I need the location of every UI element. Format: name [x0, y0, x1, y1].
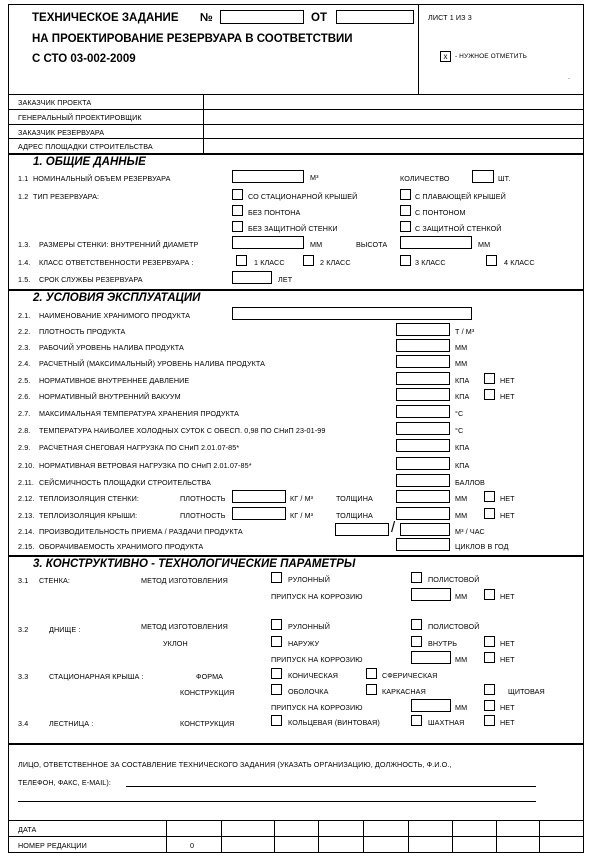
footer-divider — [8, 743, 584, 745]
bottom-label: ДНИЩЕ : — [49, 625, 81, 634]
wall-insulation-density-unit: КГ / М³ — [290, 494, 314, 503]
class-2-label: 2 КЛАСС — [320, 258, 351, 267]
diameter-field[interactable] — [232, 236, 304, 249]
section3-divider — [8, 555, 584, 557]
work-level-unit: ММ — [455, 343, 468, 352]
row-number: 1.1 — [18, 174, 29, 183]
slope-none-checkbox[interactable] — [484, 636, 495, 647]
wall-insulation-density-label: ПЛОТНОСТЬ — [180, 494, 226, 503]
tank-type-label: ТИП РЕЗЕРВУАРА: — [33, 192, 100, 201]
stairs-none-label: НЕТ — [500, 718, 515, 727]
responsible-contacts-label: ТЕЛЕФОН, ФАКС, E-MAIL): — [18, 778, 111, 787]
roof-insulation-none-checkbox[interactable] — [484, 508, 495, 519]
doc-title-line2: НА ПРОЕКТИРОВАНИЕ РЕЗЕРВУАРА В СООТВЕТСТВИИ — [32, 33, 353, 45]
row-number: 2.7. — [18, 409, 31, 418]
roof-corrosion-field[interactable] — [411, 699, 451, 712]
wall-insulation-thickness-unit: ММ — [455, 494, 468, 503]
seismic-field[interactable] — [396, 474, 450, 487]
section2-title: 2. УСЛОВИЯ ЭКСПЛУАТАЦИИ — [33, 292, 201, 304]
date-label: ДАТА — [18, 825, 37, 834]
roof-shell-label: ОБОЛОЧКА — [288, 687, 329, 696]
type-pontoon-label: С ПОНТОНОМ — [415, 208, 466, 217]
bottom-corrosion-unit: ММ — [455, 655, 468, 664]
wall-corrosion-none-checkbox[interactable] — [484, 589, 495, 600]
roof-frame-label: КАРКАСНАЯ — [382, 687, 426, 696]
vacuum-none-checkbox[interactable] — [484, 389, 495, 400]
turnover-field[interactable] — [396, 538, 450, 551]
pressure-field[interactable] — [396, 372, 450, 385]
type-floating-roof-checkbox[interactable] — [400, 189, 411, 200]
doc-title-line3: С СТО 03-002-2009 — [32, 53, 136, 65]
class-3-label: 3 КЛАСС — [415, 258, 446, 267]
mark-example-checkbox — [440, 51, 451, 62]
type-fixed-roof-checkbox[interactable] — [232, 189, 243, 200]
wall-corrosion-unit: ММ — [455, 592, 468, 601]
snow-load-field[interactable] — [396, 439, 450, 452]
row-number: 2.4. — [18, 359, 31, 368]
pressure-label: НОРМАТИВНОЕ ВНУТРЕННЕЕ ДАВЛЕНИЕ — [39, 376, 190, 385]
type-pontoon-checkbox[interactable] — [400, 205, 411, 216]
party-tank-customer-label: ЗАКАЗЧИК РЕЗЕРВУАРА — [18, 128, 105, 137]
pressure-none-label: НЕТ — [500, 376, 515, 385]
doc-title-line1: ТЕХНИЧЕСКОЕ ЗАДАНИЕ — [32, 12, 179, 24]
row-number: 2.1. — [18, 311, 31, 320]
density-field[interactable] — [396, 323, 450, 336]
density-unit: Т / М³ — [455, 327, 475, 336]
seismic-label: СЕЙСМИЧНОСТЬ ПЛОЩАДКИ СТРОИТЕЛЬСТВА — [39, 478, 211, 487]
slope-out-checkbox[interactable] — [271, 636, 282, 647]
slope-in-label: ВНУТРЬ — [428, 639, 458, 648]
mark-x: x — [443, 52, 448, 61]
footer-table-top — [8, 820, 584, 821]
row-number: 3.1 — [18, 576, 29, 585]
throughput-label: ПРОИЗВОДИТЕЛЬНОСТЬ ПРИЕМА / РАЗДАЧИ ПРОДУКТА — [39, 527, 243, 536]
mark-note: - НУЖНОЕ ОТМЕТИТЬ — [455, 53, 528, 60]
diameter-unit: ММ — [310, 240, 323, 249]
footer-col — [363, 820, 364, 853]
row-number: 2.11. — [18, 478, 34, 487]
roof-insulation-label: ТЕПЛОИЗОЛЯЦИЯ КРЫШИ: — [39, 511, 138, 520]
height-label: ВЫСОТА — [356, 240, 388, 249]
turnover-unit: ЦИКЛОВ В ГОД — [455, 542, 509, 551]
stairs-shaft-checkbox[interactable] — [411, 715, 422, 726]
cold-temp-field[interactable] — [396, 422, 450, 435]
wall-sheet-checkbox[interactable] — [411, 572, 422, 583]
footer-col — [318, 820, 319, 853]
cold-temp-unit: °С — [455, 426, 464, 435]
product-name-label: НАИМЕНОВАНИЕ ХРАНИМОГО ПРОДУКТА — [39, 311, 191, 320]
wall-corrosion-field[interactable] — [411, 588, 451, 601]
party-sep — [8, 138, 584, 139]
pressure-none-checkbox[interactable] — [484, 373, 495, 384]
type-wall-checkbox[interactable] — [400, 221, 411, 232]
wall-insulation-thickness-field[interactable] — [396, 490, 450, 503]
wall-roll-label: РУЛОННЫЙ — [288, 575, 330, 584]
diameter-label: РАЗМЕРЫ СТЕНКИ: ВНУТРЕННИЙ ДИАМЕТР — [39, 240, 199, 249]
row-number: 2.5. — [18, 376, 31, 385]
wall-label: СТЕНКА: — [39, 576, 71, 585]
row-number: 1.3. — [18, 240, 31, 249]
class-4-label: 4 КЛАСС — [504, 258, 535, 267]
type-floating-roof-label: С ПЛАВАЮЩЕЙ КРЫШЕЙ — [415, 192, 506, 201]
sheet-divider — [418, 4, 419, 94]
max-temp-label: МАКСИМАЛЬНАЯ ТЕМПЕРАТУРА ХРАНЕНИЯ ПРОДУКТА — [39, 409, 240, 418]
type-no-pontoon-checkbox[interactable] — [232, 205, 243, 216]
height-field[interactable] — [400, 236, 472, 249]
bottom-corrosion-label: ПРИПУСК НА КОРРОЗИЮ — [271, 655, 363, 664]
sheet-number: ЛИСТ 1 ИЗ 3 — [428, 13, 472, 22]
max-level-label: РАСЧЕТНЫЙ (МАКСИМАЛЬНЫЙ) УРОВЕНЬ НАЛИВА ПРОДУКТА — [39, 359, 266, 368]
discharge-rate-field[interactable] — [400, 523, 450, 536]
max-temp-field[interactable] — [396, 405, 450, 418]
bottom-sheet-label: ПОЛИСТОВОЙ — [428, 622, 480, 631]
intake-rate-field[interactable] — [335, 523, 389, 536]
class-label: КЛАСС ОТВЕТСТВЕННОСТИ РЕЗЕРВУАРА : — [39, 258, 194, 267]
volume-unit: М³ — [310, 173, 319, 182]
volume-field[interactable] — [232, 170, 304, 183]
wall-sheet-label: ПОЛИСТОВОЙ — [428, 575, 480, 584]
slope-none-label: НЕТ — [500, 639, 515, 648]
work-level-field[interactable] — [396, 339, 450, 352]
party-general-label: ГЕНЕРАЛЬНЫЙ ПРОЕКТИРОВЩИК — [18, 113, 142, 122]
type-no-wall-checkbox[interactable] — [232, 221, 243, 232]
stairs-shaft-label: ШАХТНАЯ — [428, 718, 465, 727]
row-number: 2.9. — [18, 443, 31, 452]
row-number: 1.5. — [18, 275, 31, 284]
cold-temp-label: ТЕМПЕРАТУРА НАИБОЛЕЕ ХОЛОДНЫХ СУТОК С ОБЕСП. 0,98 ПО СНиП 23-01-99 — [39, 426, 326, 435]
stairs-label: ЛЕСТНИЦА : — [49, 719, 94, 728]
roof-form-label: ФОРМА — [196, 672, 224, 681]
row-number: 2.8. — [18, 426, 31, 435]
roof-insulation-density-unit: КГ / М³ — [290, 511, 314, 520]
type-fixed-roof-label: СО СТАЦИОНАРНОЙ КРЫШЕЙ — [248, 192, 358, 201]
party-sep — [8, 109, 584, 110]
footer-col — [496, 820, 497, 853]
corner-mark: . — [568, 72, 571, 81]
type-no-pontoon-label: БЕЗ ПОНТОНА — [248, 208, 301, 217]
height-unit: ММ — [478, 240, 491, 249]
roof-corrosion-none-label: НЕТ — [500, 703, 515, 712]
doc-number-field[interactable] — [220, 10, 304, 24]
party-customer-label: ЗАКАЗЧИК ПРОЕКТА — [18, 98, 92, 107]
responsible-fill-line[interactable] — [126, 786, 536, 787]
doc-date-field[interactable] — [336, 10, 414, 24]
roof-sphere-checkbox[interactable] — [366, 668, 377, 679]
wall-method-label: МЕТОД ИЗГОТОВЛЕНИЯ — [141, 576, 228, 585]
roof-insulation-density-field[interactable] — [232, 507, 286, 520]
seismic-unit: БАЛЛОВ — [455, 478, 485, 487]
footer-col — [166, 820, 167, 853]
density-label: ПЛОТНОСТЬ ПРОДУКТА — [39, 327, 126, 336]
wind-load-label: НОРМАТИВНАЯ ВЕТРОВАЯ НАГРУЗКА ПО СНиП 2.01.07-85* — [39, 461, 252, 470]
turnover-label: ОБОРАЧИВАЕМОСТЬ ХРАНИМОГО ПРОДУКТА — [39, 542, 204, 551]
roof-sphere-label: СФЕРИЧЕСКАЯ — [382, 671, 438, 680]
quantity-field[interactable] — [472, 170, 494, 183]
section1-divider — [8, 153, 584, 155]
roof-shell-checkbox[interactable] — [271, 684, 282, 695]
stairs-ring-checkbox[interactable] — [271, 715, 282, 726]
roof-frame-checkbox[interactable] — [366, 684, 377, 695]
row-number: 3.3 — [18, 672, 29, 681]
responsible-person-label: ЛИЦО, ОТВЕТСТВЕННОЕ ЗА СОСТАВЛЕНИЕ ТЕХНИЧЕСКОГО ЗАДАНИЯ (УКАЗАТЬ ОРГАНИЗАЦИЮ, ДОЛЖНОСТЬ, Ф.И.О., — [18, 760, 452, 769]
type-no-wall-label: БЕЗ ЗАЩИТНОЙ СТЕНКИ — [248, 224, 338, 233]
lifetime-label: СРОК СЛУЖБЫ РЕЗЕРВУАРА — [39, 275, 143, 284]
header-divider — [8, 94, 584, 95]
section3-title: 3. КОНСТРУКТИВНО - ТЕХНОЛОГИЧЕСКИЕ ПАРАМЕТРЫ — [33, 558, 356, 570]
row-number: 2.6. — [18, 392, 31, 401]
roof-insulation-thickness-unit: ММ — [455, 511, 468, 520]
row-number: 1.2 — [18, 192, 29, 201]
snow-load-label: РАСЧЕТНАЯ СНЕГОВАЯ НАГРУЗКА ПО СНиП 2.01.07-85* — [39, 443, 240, 452]
row-number: 1.4. — [18, 258, 31, 267]
vacuum-none-label: НЕТ — [500, 392, 515, 401]
roof-conic-label: КОНИЧЕСКАЯ — [288, 671, 338, 680]
row-number: 2.13. — [18, 511, 35, 520]
wall-insulation-none-checkbox[interactable] — [484, 491, 495, 502]
class-1-checkbox[interactable] — [236, 255, 247, 266]
snow-load-unit: КПА — [455, 443, 470, 452]
max-temp-unit: °С — [455, 409, 464, 418]
wall-insulation-thickness-label: ТОЛЩИНА — [336, 494, 373, 503]
class-3-checkbox[interactable] — [400, 255, 411, 266]
class-1-label: 1 КЛАСС — [254, 258, 285, 267]
class-2-checkbox[interactable] — [303, 255, 314, 266]
slope-out-label: НАРУЖУ — [288, 639, 320, 648]
lifetime-unit: ЛЕТ — [278, 275, 293, 284]
date-ot-label: ОТ — [311, 12, 327, 24]
row-number: 2.10. — [18, 461, 35, 470]
vacuum-field[interactable] — [396, 388, 450, 401]
slope-label: УКЛОН — [163, 639, 188, 648]
wall-corrosion-label: ПРИПУСК НА КОРРОЗИЮ — [271, 592, 363, 601]
wall-corrosion-none-label: НЕТ — [500, 592, 515, 601]
volume-label: НОМИНАЛЬНЫЙ ОБЪЕМ РЕЗЕРВУАРА — [33, 174, 171, 183]
row-number: 2.3. — [18, 343, 31, 352]
footer-col — [452, 820, 453, 853]
party-address-label: АДРЕС ПЛОЩАДКИ СТРОИТЕЛЬСТВА — [18, 142, 153, 151]
lifetime-field[interactable] — [232, 271, 272, 284]
revision-label: НОМЕР РЕДАКЦИИ — [18, 841, 87, 850]
footer-col — [274, 820, 275, 853]
stairs-none-checkbox[interactable] — [484, 715, 495, 726]
bottom-roll-label: РУЛОННЫЙ — [288, 622, 330, 631]
pressure-unit: КПА — [455, 376, 470, 385]
section2-divider — [8, 289, 584, 291]
class-4-checkbox[interactable] — [486, 255, 497, 266]
roof-panel-label: ЩИТОВАЯ — [508, 687, 545, 696]
row-number: 2.12. — [18, 494, 35, 503]
bottom-corrosion-none-label: НЕТ — [500, 655, 515, 664]
party-sep — [8, 124, 584, 125]
quantity-unit: ШТ. — [498, 174, 511, 183]
vacuum-label: НОРМАТИВНЫЙ ВНУТРЕННИЙ ВАКУУМ — [39, 392, 181, 401]
roof-insulation-density-label: ПЛОТНОСТЬ — [180, 511, 226, 520]
max-level-unit: ММ — [455, 359, 468, 368]
roof-corrosion-unit: ММ — [455, 703, 468, 712]
product-name-field[interactable] — [232, 307, 472, 320]
roof-label: СТАЦИОНАРНАЯ КРЫША : — [49, 672, 144, 681]
footer-table-mid — [8, 836, 584, 837]
row-number: 3.4 — [18, 719, 29, 728]
wind-load-unit: КПА — [455, 461, 470, 470]
row-number: 2.2. — [18, 327, 31, 336]
stairs-ring-label: КОЛЬЦЕВАЯ (ВИНТОВАЯ) — [288, 718, 380, 727]
roof-insulation-thickness-field[interactable] — [396, 507, 450, 520]
wall-insulation-density-field[interactable] — [232, 490, 286, 503]
roof-panel-checkbox[interactable] — [484, 684, 495, 695]
wall-roll-checkbox[interactable] — [271, 572, 282, 583]
bottom-corrosion-none-checkbox[interactable] — [484, 652, 495, 663]
work-level-label: РАБОЧИЙ УРОВЕНЬ НАЛИВА ПРОДУКТА — [39, 343, 184, 352]
bottom-sheet-checkbox[interactable] — [411, 619, 422, 630]
roof-conic-checkbox[interactable] — [271, 668, 282, 679]
wall-insulation-none-label: НЕТ — [500, 494, 515, 503]
bottom-roll-checkbox[interactable] — [271, 619, 282, 630]
roof-construction-label: КОНСТРУКЦИЯ — [180, 688, 235, 697]
throughput-unit: М³ / ЧАС — [455, 527, 485, 536]
slope-in-checkbox[interactable] — [411, 636, 422, 647]
stairs-construction-label: КОНСТРУКЦИЯ — [180, 719, 235, 728]
number-sign: № — [200, 12, 213, 24]
roof-corrosion-label: ПРИПУСК НА КОРРОЗИЮ — [271, 703, 363, 712]
section1-title: 1. ОБЩИЕ ДАННЫЕ — [33, 156, 146, 168]
footer-col — [221, 820, 222, 853]
revision-value: 0 — [190, 841, 195, 850]
roof-insulation-none-label: НЕТ — [500, 511, 515, 520]
bottom-method-label: МЕТОД ИЗГОТОВЛЕНИЯ — [141, 622, 228, 631]
max-level-field[interactable] — [396, 355, 450, 368]
footer-col — [408, 820, 409, 853]
quantity-label: КОЛИЧЕСТВО — [400, 174, 450, 183]
row-number: 2.15. — [18, 542, 35, 551]
row-number: 3.2 — [18, 625, 29, 634]
bottom-corrosion-field[interactable] — [411, 651, 451, 664]
vacuum-unit: КПА — [455, 392, 470, 401]
responsible-fill-line-2[interactable] — [18, 801, 536, 802]
footer-col — [539, 820, 540, 853]
wind-load-field[interactable] — [396, 457, 450, 470]
roof-corrosion-none-checkbox[interactable] — [484, 700, 495, 711]
wall-insulation-label: ТЕПЛОИЗОЛЯЦИЯ СТЕНКИ: — [39, 494, 139, 503]
type-wall-label: С ЗАЩИТНОЙ СТЕНКОЙ — [415, 224, 502, 233]
roof-insulation-thickness-label: ТОЛЩИНА — [336, 511, 373, 520]
row-number: 2.14. — [18, 527, 35, 536]
throughput-slash: / — [391, 519, 396, 536]
